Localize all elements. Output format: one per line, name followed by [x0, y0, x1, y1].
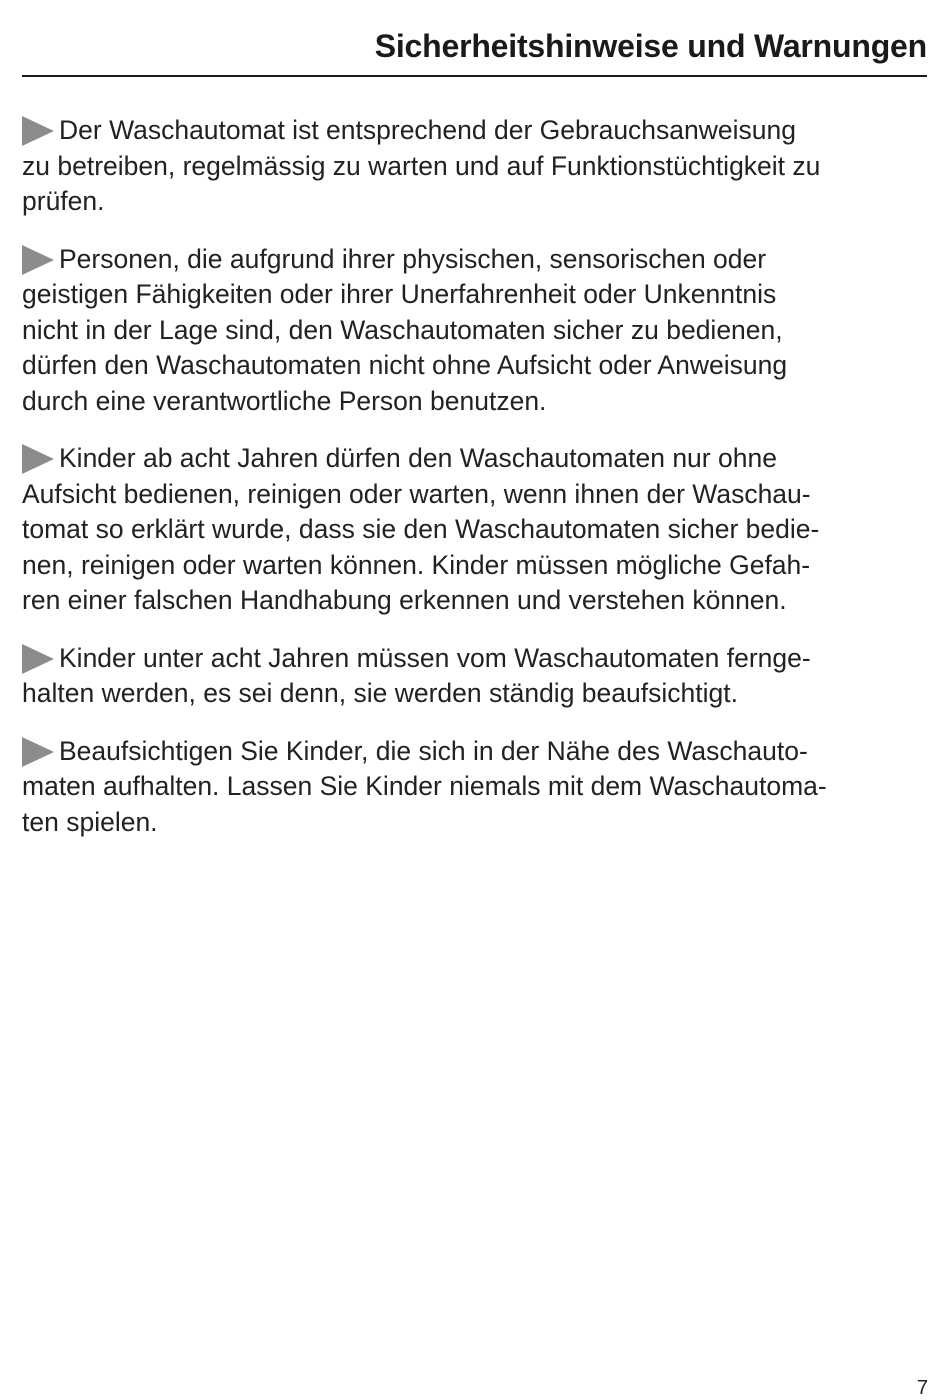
- paragraph-line: zu betreiben, regelmässig zu warten und auf Funktionstüchtigkeit zu: [22, 150, 821, 181]
- safety-notes: [22, 113, 927, 840]
- safety-paragraph: [22, 113, 927, 220]
- paragraph-line: ten spielen.: [22, 806, 158, 837]
- page-title: Sicherheitshinweise und Warnungen: [374, 28, 927, 64]
- paragraph-line: halten werden, es sei denn, sie werden ständig beaufsichtigt.: [22, 678, 738, 708]
- page-number: 7: [916, 1377, 928, 1399]
- paragraph-line: nicht in der Lage sind, den Waschautomaten sicher zu bedienen,: [22, 314, 783, 345]
- triangle-bullet-icon: [22, 116, 54, 146]
- triangle-bullet-icon: [22, 245, 54, 275]
- paragraph-line: dürfen den Waschautomaten nicht ohne Aufsicht oder Anweisung: [22, 350, 788, 380]
- paragraph-line: ren einer falschen Handhabung erkennen und verstehen können.: [22, 585, 787, 615]
- paragraph-line: Aufsicht bedienen, reinigen oder warten, wenn ihnen der Waschau-: [22, 478, 811, 509]
- paragraph-line: Personen, die aufgrund ihrer physischen, sensorischen oder: [59, 243, 767, 274]
- triangle-bullet-icon: [22, 737, 54, 767]
- safety-paragraph: [22, 242, 927, 420]
- paragraph-line: durch eine verantwortliche Person benutzen.: [22, 385, 547, 416]
- safety-paragraph: [22, 734, 927, 841]
- safety-paragraph: [22, 441, 927, 619]
- paragraph-line: tomat so erklärt wurde, dass sie den Waschautomaten sicher bedie-: [22, 514, 820, 544]
- paragraph-line: nen, reinigen oder warten können. Kinder müssen mögliche Gefah-: [22, 549, 811, 580]
- paragraph-line: geistigen Fähigkeiten oder ihrer Unerfahrenheit oder Unkenntnis: [22, 279, 777, 309]
- triangle-bullet-icon: [22, 644, 54, 674]
- paragraph-line: Kinder unter acht Jahren müssen vom Waschautomaten fernge-: [59, 642, 811, 673]
- paragraph-line: prüfen.: [22, 186, 105, 216]
- triangle-bullet-icon: [22, 444, 54, 474]
- paragraph-line: Der Waschautomat ist entsprechend der Gebrauchsanweisung: [59, 115, 796, 145]
- paragraph-line: maten aufhalten. Lassen Sie Kinder niemals mit dem Waschautoma-: [22, 771, 827, 801]
- paragraph-line: Beaufsichtigen Sie Kinder, die sich in der Nähe des Waschauto-: [59, 735, 808, 766]
- page-header: [22, 0, 927, 77]
- safety-paragraph: [22, 641, 927, 712]
- paragraph-line: Kinder ab acht Jahren dürfen den Waschautomaten nur ohne: [59, 443, 777, 473]
